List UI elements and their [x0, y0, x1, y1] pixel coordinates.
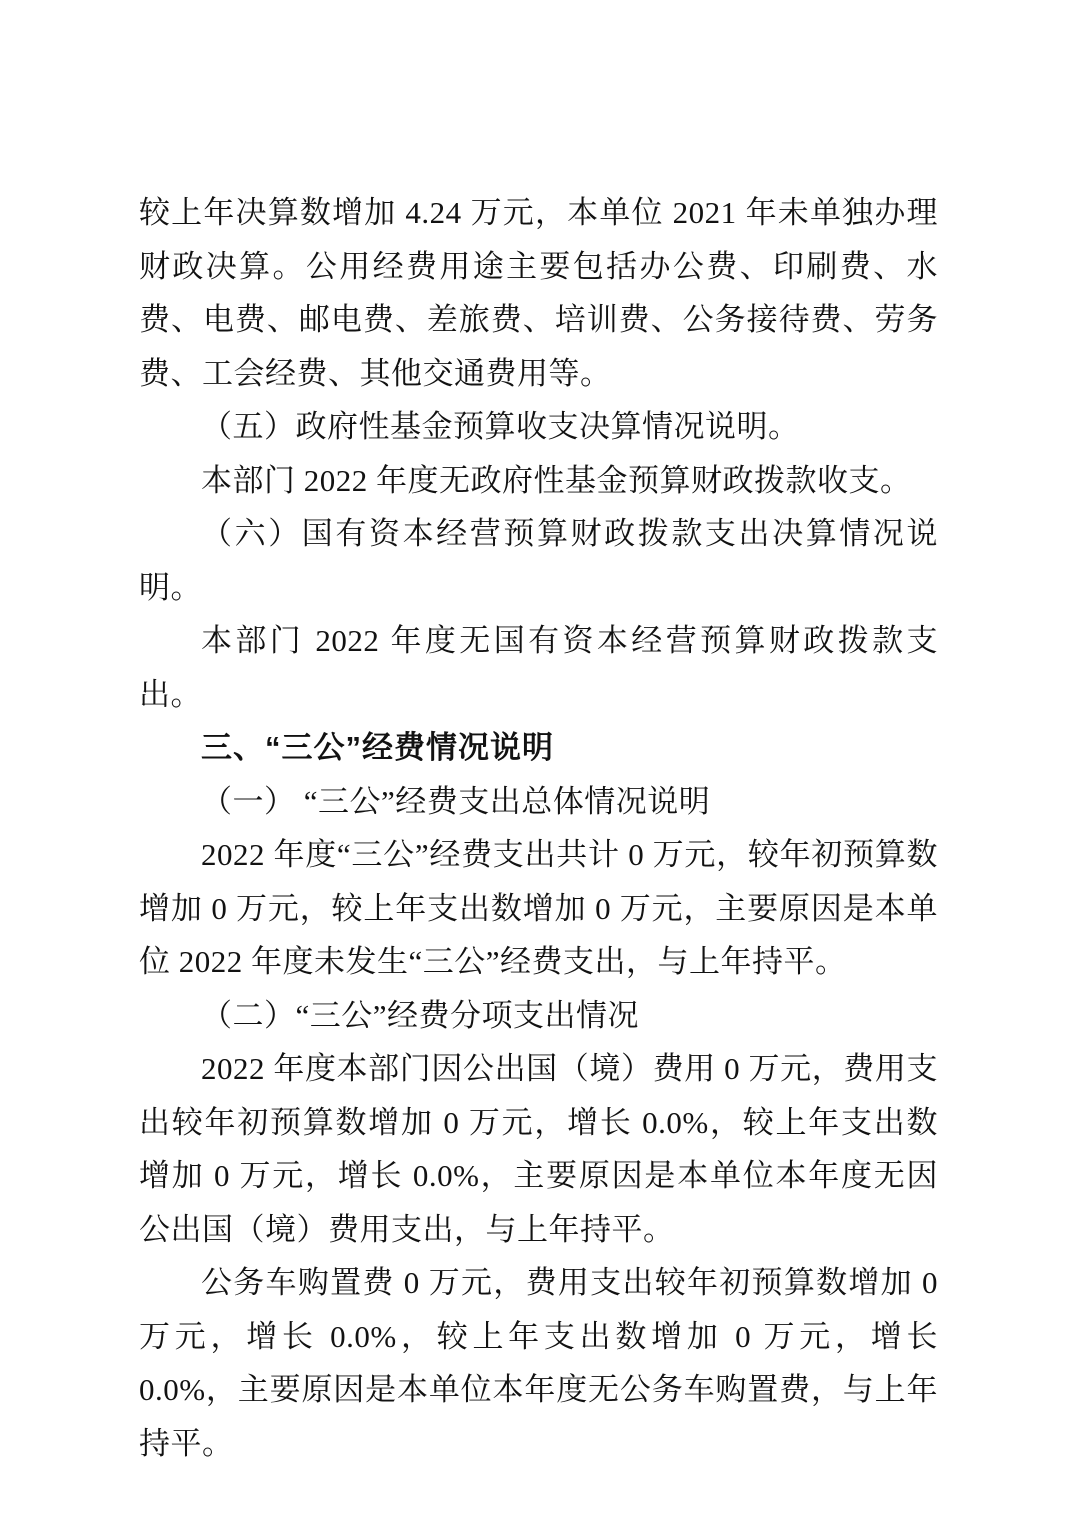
paragraph-section-3-item-2-body-abroad: 2022 年度本部门因公出国（境）费用 0 万元，费用支出较年初预算数增加 0 万元，增长 0.0%，较上年支出数增加 0 万元，增长 0.0%，主要原因是本单位本年度无因公出国（境）费用支出，与上年持平。 — [139, 1051, 938, 1247]
paragraph-section-3-item-1-heading: （一） “三公”经费支出总体情况说明 — [201, 783, 711, 819]
paragraph-section-3-item-2-body-vehicle: 公务车购置费 0 万元，费用支出较年初预算数增加 0 万元，增长 0.0%，较上年支出数增加 0 万元，增长 0.0%，主要原因是本单位本年度无公务车购置费，与上年持平。 — [139, 1265, 938, 1461]
paragraph-section-3-item-2-heading: （二）“三公”经费分项支出情况 — [201, 997, 640, 1033]
document-body — [139, 186, 938, 1470]
paragraph-public-expense-continuation: 较上年决算数增加 4.24 万元，本单位 2021 年未单独办理财政决算。公用经费用途主要包括办公费、印刷费、水费、电费、邮电费、差旅费、培训费、公务接待费、劳务费、工会经费、其他交通费用等。 — [139, 195, 938, 391]
paragraph-section-3-item-1-body: 2022 年度“三公”经费支出共计 0 万元，较年初预算数增加 0 万元，较上年支出数增加 0 万元，主要原因是本单位 2022 年度未发生“三公”经费支出，与上年持平。 — [139, 837, 938, 979]
paragraph-item-6-heading: （六）国有资本经营预算财政拨款支出决算情况说明。 — [139, 516, 938, 605]
heading-section-3-three-public-funds: 三、“三公”经费情况说明 — [201, 730, 554, 765]
paragraph-item-5-heading: （五）政府性基金预算收支决算情况说明。 — [201, 409, 800, 444]
paragraph-item-5-body: 本部门 2022 年度无政府性基金预算财政拨款收支。 — [201, 462, 912, 498]
paragraph-item-6-body: 本部门 2022 年度无国有资本经营预算财政拨款支出。 — [139, 623, 938, 712]
